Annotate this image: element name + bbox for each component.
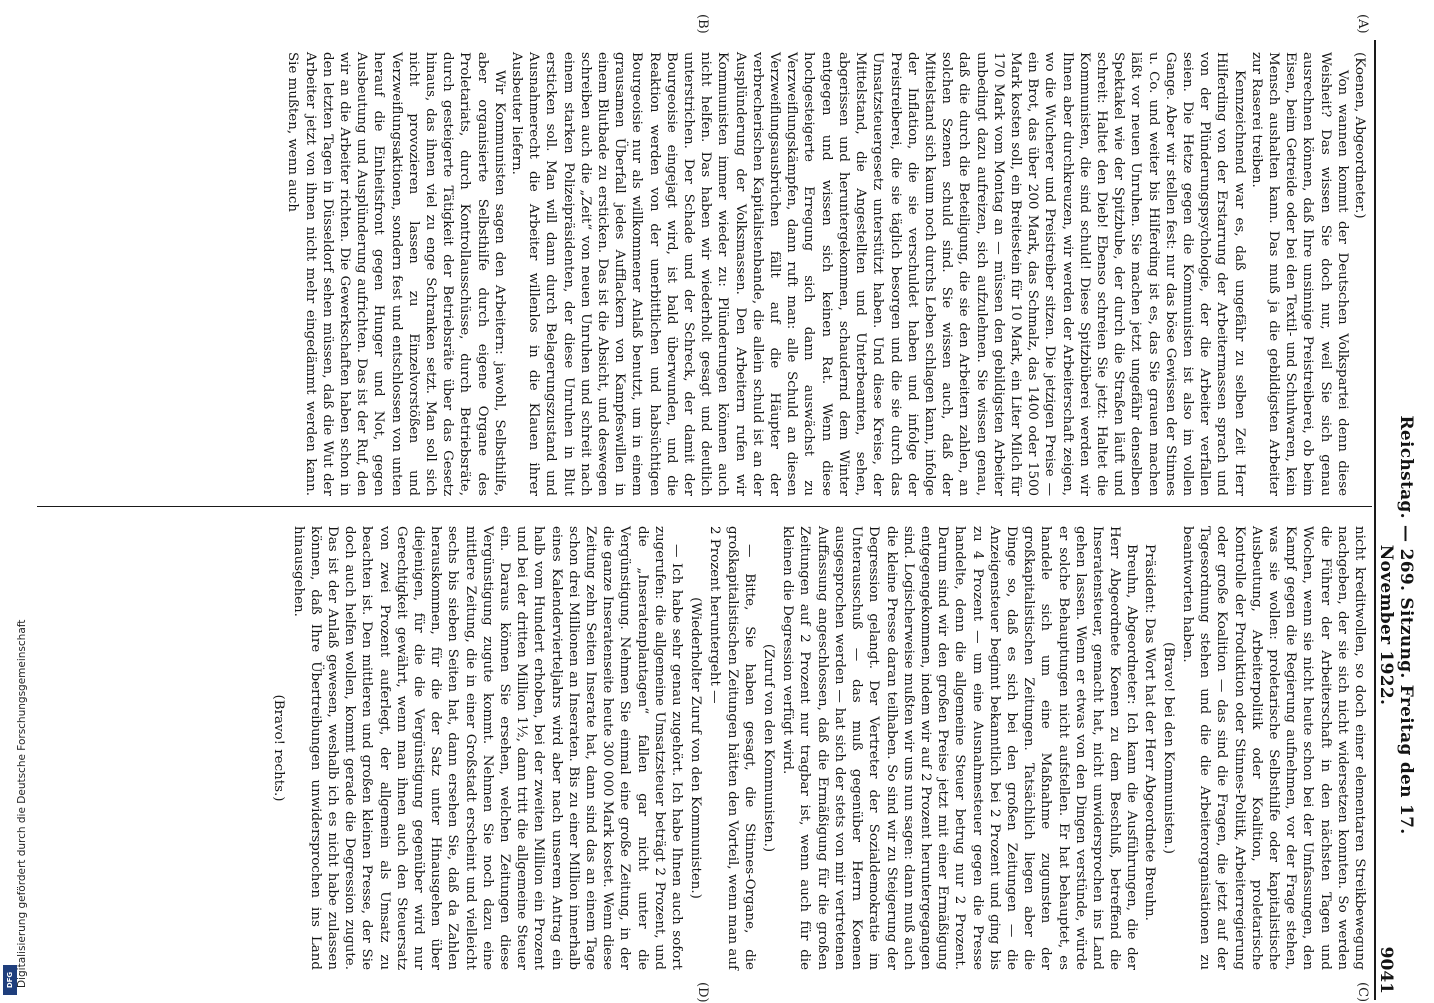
margin-marker-d: (D) <box>695 982 710 1003</box>
left-text-column <box>284 52 1368 496</box>
paragraph: Von wannen kommt der Deutschen Volkspartei denn diese Weisheit? Das wissen Sie doch nur, weil Sie sich genau ausrechnen können, daß Ihre unsinnige Preistreiberei, ob beim Eisen, beim Getreide oder bei den Textil- und Schuhwaren, kein Mensch aushalten kann. Das muß ja die gebildigsten Arbeiter zur Raserei treiben. <box>1248 52 1350 496</box>
paragraph: (Bravo! rechts.) <box>271 694 287 802</box>
paragraph: Breuhn, Abgeordneter: Ich kann die Ausführungen, die der Herr Abgeordnete Koenen zu dem Beschluß, betreffend die Inseratensteuer, gemacht hat, nicht unwidersprochen ins Land gehen lassen. Wenn er etwas von den Dingen verstünde, würde er solche Behauptungen nicht aufstellen. Er hat behauptet, es handele sich um eine Maßnahme zugunsten der großkapitalistischen Zeitungen. Tatsächlich liegen aber die Dinge so, daß es sich bei den großen Zeitungen — die Anzeigensteuer beginnt bekanntlich bei 2 Prozent und ging bis zu 4 Prozent — um eine Ausnahmesteuer gegen die Presse handelte, denn die allgemeine Steuer betrug nur 2 Prozent. Darum sind wir den großen Preise jetzt mit einer Ermäßigung entgegengekommen, indem wir auf 2 Prozent heruntergegangen sind. Logischerweise mußten wir uns nun sagen: dann muß auch die kleine Presse daran teilhaben. So sind wir zu Steigerung der Degression gelangt. Der Vertreter der Sozialdemokratie im Unterausschuß — das muß gegenüber Herrn Koenen ausgesprochen werden — hat sich der stets von mir vertretenen Auffassung angeschlossen, daß die Ermäßigung für die großen Zeitungen auf 2 Prozent nur tragbar ist, wenn auch für die kleinen die Degression verfügt wird. <box>780 526 1140 970</box>
paragraph: — Bitte, Sie haben gesagt, die Stinnes-Organe, die großkapitalistischen Zeitungen hätten den Vorteil, wenn man auf 2 Prozent heruntergeht — <box>707 526 757 970</box>
paragraph: (Wiederholter Zuruf von den Kommunisten.) <box>688 597 704 899</box>
paragraph: Kennzeichnend war es, daß ungefähr zu selben Zeit Herr Hilferding von der Erstarrung der Arbeitermassen sprach und von der Plünderungspsychologie, der die Arbeiter verfallen seien. Die Hetze gegen die Kommunisten ist also im vollen Gange. Aber wir stellen fest: nur das böse Gewissen der Stinnes u. Co. und weiter bis Hilferding ist es, das Sie grauen machen läßt vor neuen Unruhen. Sie machen jetzt ungefähr denselben Spektakel wie der Spitzbube, der durch die Straßen läuft und schreit: Haltet den Dieb! Ebenso schreien Sie jetzt: Haltet die Kommunisten, die sind schuld! Diese Spitzbüberei werden wir Ihnen aber durchkreuzen, wir werden der Arbeiterschaft zeigen, wo die Wucherer und Preistreiber sitzen. Die jetzigen Preise — ein Brot, das über 200 Mark, das Schmalz, das 1400 oder 1500 Mark kosten soll, ein Breitestein für 10 Mark, ein Liter Milch für 170 Mark vom Montag an — müssen den gebildigsten Arbeiter unbedingt dazu aufreizen, sich aufzulehnen. Sie wissen genau, daß die durch die Beteiligung, die sie den Arbeitern zahlen, an solchen Szenen schuld sind. Sie wissen auch, daß der Mittelstand sich kaum noch durchs Leben schlagen kann, infolge der Inflation, die sie verschuldet haben und infolge der Preistreiberei, die sie täglich besorgen und die sie durch das Umsatzsteuergesetz unterstützt haben. Und diese Kreise, der Mittelstand, die Angestellten und Unterbeamten, sehen, abgerissen und heruntergekommen, schaudernd dem Winter entgegen und wissen sich keinen Rat. Wenn diese hochgesteigerte Erregung sich dann auswächst zu Verzweiflungskämpfen, dann ruft man: alle Schuld an diesen Verzweiflungsausbrüchen fällt auf die Häupter der verbrecherischen Kapitalistenbande, die allein schuld ist an der Ausplünderung der Volksmassen. Den Arbeitern rufen wir Kommunisten immer wieder zu: Plünderungen können auch nicht helfen. Das haben wir wiederholt gesagt und deutlich unterstrichen. Der Schade und der Schreck, der damit der Bourgeoisie eingejagt wird, ist bald überwunden, und die Reaktion werden von der unerbittlichen und habsüchtigen Bourgeoisie nur als willkommener Anlaß benutzt, um in einem grausamen Überfall jedes Aufflackern von Kampfeswillen in einem Blutbade zu ersticken. Das ist die Absicht, und deswegen schreiben auch die „Zeit“ von neuen Unruhen und schreit nach einem starken Polizeipräsidenten, der diese Unruhen in Blut ersticken soll. Man will dann durch Belagerungszustand und Ausnahmerecht die Arbeiter willenlos in die Klauen ihrer Ausbeuter liefern. <box>509 52 1247 496</box>
margin-marker-b: (B) <box>695 14 710 34</box>
document-page <box>20 14 1416 1003</box>
paragraph: (Koenen, Abgeordneter.) <box>1352 52 1367 219</box>
digitization-credit: Digitalisierung gefördert durch die Deutsche Forschungsgemeinschaft <box>16 619 28 988</box>
column-divider <box>37 506 1372 507</box>
paragraph: — Ich habe sehr genau zugehört. Ich habe Ihnen auch sofort zugerufen: die allgemeine Umsatzsteuer beträgt 2 Prozent, und die „Inseratenplantagen“ fallen gar nicht unter die Vergünstigung. Nehmen Sie einmal eine große Zeitung, in der die ganze Inseratenseite heute 300 000 Mark kostet. Wenn diese Zeitung zehn Seiten Inserate hat, dann sind das an einem Tage schon drei Millionen an Inseraten. Bis zu einer Million innerhalb eines Kalendervierteljahrs wird aber nach unserem Antrag ein halb vom Hundert erhoben, bei der zweiten Million ein Prozent und bei der dritten Million 1½, dann tritt die allgemeine Steuer ein. Daraus können Sie ersehen, welchen Zeitungen diese Vergünstigung zugute kommt. Nehmen Sie noch dazu eine mittlere Zeitung, die in einer Großstadt erscheint und vielleicht sechs bis sieben Seiten hat, dann ersehen Sie, daß da Zahlen herauskommen, für die der Satz unter Hinausgehen über diejenigen, für die die Vergünstigung gegenüber wird nur Gerechtigkeit gewährt, wenn man ihnen auch den Steuersatz von zwei Prozent auferlegt, der allgemein als Umsatz zu beachten ist. Den mittleren und großen kleinen Presse, der Sie doch auch helfen wollen, kommt gerade die Degression zugute. Das ist der Anlaß gewesen, weshalb ich es nicht habe zulassen können, daß Ihre Übertreibungen unwidersprochen ins Land hinausgehen. <box>290 526 685 970</box>
paragraph: nicht kreditwollen, so doch einer elementaren Streikbewegung nachgeben, der sie sich nicht widersetzen konnten. So werden die Führer der Arbeiterschaft in den nächsten Tagen und Wochen, wenn sie nicht heute schon bei der Umfassungen, den Kampf gegen die Regierung aufnehmen, vor der Frage stehen, was sie wollen: proletarische Selbsthilfe oder kapitalistische Ausbeutung, Arbeiterpolitik oder Koalition, proletarische Kontrolle der Produktion oder Stinnes-Politik, Arbeiterregierung oder große Koalition — das sind die Fragen, die jetzt auf der Tagesordnung stehen und die die Arbeiterorganisationen zu beantworten haben. <box>1179 526 1367 970</box>
paragraph: (Bravo! bei den Kommunisten.) <box>1160 641 1176 855</box>
right-text-column <box>268 526 1368 970</box>
dfg-logo: DFG <box>3 965 17 995</box>
header-title: Reichstag. — 269. Sitzung. Freitag den 17. November 1922. <box>1376 415 1416 835</box>
paragraph: Präsident: Das Wort hat der Herr Abgeordnete Breuhn. <box>1141 544 1157 921</box>
digitization-strip <box>0 0 30 1000</box>
page-number: 9041 <box>1376 946 1396 994</box>
paragraph: Wir Kommunisten sagen den Arbeitern: jawohl, Selbsthilfe, aber organisierte Selbsthilfe durch eigene Organe des Proletariats, durch Kontrollausschüsse, durch Betriebsräte, durch gesteigerte Tätigkeit der Betriebsräte über das Gesetz hinaus, das ihnen viel zu enge Schranken setzt. Man soll sich nicht provozieren lassen zu Einzelvorstößen und Verzweiflungsaktionen, sondern fest und entschlossen von unten herauf die Einheitsfront gegen Hunger und Not, gegen Ausbeutung und Ausplünderung aufrichten. Das ist der Ruf, den wir an die Arbeiter richten. Die Gewerkschaften haben schon in den letzten Tagen in Düsseldorf sehen müssen, daß die Wut der Arbeiter jetzt von ihnen nicht mehr eingedämmt werden kann. Sie mußten, wenn auch <box>285 52 507 496</box>
paragraph: (Zuruf von den Kommunisten.) <box>761 643 777 853</box>
running-header <box>1374 40 1416 1000</box>
margin-marker-a: (A) <box>1355 14 1370 34</box>
margin-marker-c: (C) <box>1355 982 1370 1003</box>
